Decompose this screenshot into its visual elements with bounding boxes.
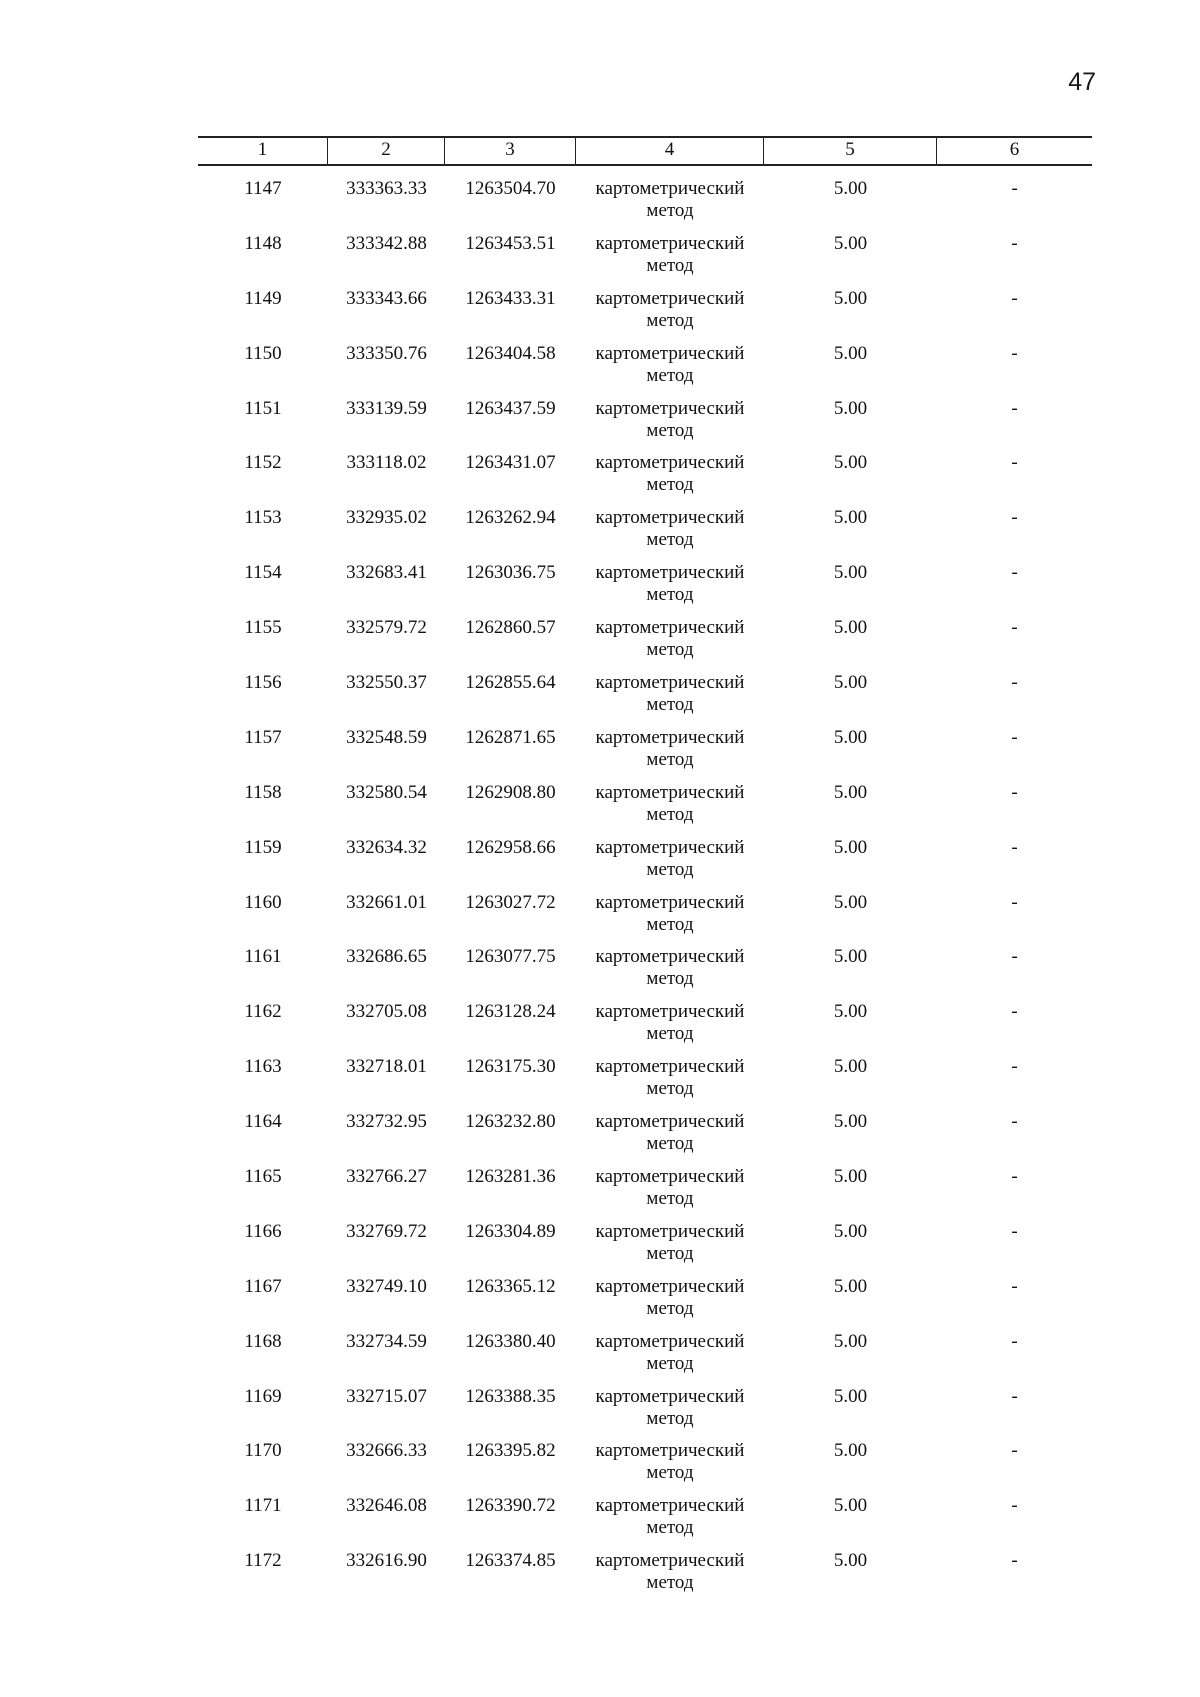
accuracy-value: 5.00 (833, 672, 868, 694)
table-row (198, 233, 1092, 288)
coordinate-x: 332766.27 (346, 1166, 427, 1188)
note-value: - (1011, 507, 1018, 529)
method-line-1: картометрический (595, 1166, 745, 1188)
note-value: - (1011, 562, 1018, 584)
table-row (198, 1276, 1092, 1331)
method-cell (576, 1276, 764, 1331)
accuracy-value: 5.00 (833, 507, 868, 529)
method-line-1: картометрический (595, 1275, 745, 1297)
point-number: 1150 (244, 342, 282, 364)
method-cell (576, 178, 764, 233)
note-value: - (1011, 232, 1018, 254)
note-value: - (1011, 1056, 1018, 1078)
coordinate-y: 1262958.66 (465, 836, 556, 858)
point-number: 1154 (244, 562, 282, 584)
coordinate-y: 1263453.51 (465, 232, 556, 254)
coordinate-x: 333350.76 (346, 342, 427, 364)
note-value: - (1011, 891, 1018, 913)
method-line-2: метод (646, 1517, 694, 1539)
coordinate-x: 332550.37 (346, 672, 427, 694)
note-value: - (1011, 397, 1018, 419)
method-line-2: метод (646, 1352, 694, 1374)
method-cell (576, 1386, 764, 1441)
method-line-1: картометрический (595, 781, 745, 803)
method-line-2: метод (646, 1462, 694, 1484)
accuracy-value: 5.00 (833, 1495, 868, 1517)
coordinate-x: 332769.72 (346, 1220, 427, 1242)
point-number: 1156 (244, 672, 282, 694)
coordinate-x: 332683.41 (346, 562, 427, 584)
coordinate-x: 333343.66 (346, 287, 427, 309)
method-cell (576, 1440, 764, 1495)
coordinate-y: 1263395.82 (465, 1440, 556, 1462)
method-line-2: метод (646, 858, 694, 880)
note-value: - (1011, 287, 1018, 309)
point-number: 1157 (244, 726, 282, 748)
table-row (198, 1495, 1092, 1550)
method-line-1: картометрический (595, 178, 745, 199)
coordinate-y: 1263388.35 (465, 1385, 556, 1407)
point-number: 1158 (244, 781, 282, 803)
method-line-2: метод (646, 748, 694, 770)
header-cell-4: 4 (576, 138, 764, 164)
method-line-1: картометрический (595, 1385, 745, 1407)
table-row (198, 562, 1092, 617)
point-number: 1172 (244, 1550, 282, 1572)
method-line-2: метод (646, 694, 694, 716)
accuracy-value: 5.00 (833, 1275, 868, 1297)
accuracy-value: 5.00 (833, 1056, 868, 1078)
method-line-1: картометрический (595, 397, 745, 419)
table-row (198, 1111, 1092, 1166)
method-line-2: метод (646, 529, 694, 551)
method-line-2: метод (646, 913, 694, 935)
note-value: - (1011, 1385, 1018, 1407)
table-row (198, 892, 1092, 947)
coordinate-x: 333342.88 (346, 232, 427, 254)
table-body (198, 178, 1092, 1605)
table-row (198, 672, 1092, 727)
method-line-1: картометрический (595, 452, 745, 474)
accuracy-value: 5.00 (833, 562, 868, 584)
accuracy-value: 5.00 (833, 1550, 868, 1572)
method-cell (576, 562, 764, 617)
method-cell (576, 782, 764, 837)
method-line-1: картометрический (595, 836, 745, 858)
point-number: 1166 (244, 1220, 282, 1242)
accuracy-value: 5.00 (833, 946, 868, 968)
method-line-1: картометрический (595, 1001, 745, 1023)
coordinate-y: 1263404.58 (465, 342, 556, 364)
method-line-2: метод (646, 584, 694, 606)
method-line-2: метод (646, 419, 694, 441)
method-cell (576, 727, 764, 782)
note-value: - (1011, 1166, 1018, 1188)
note-value: - (1011, 1330, 1018, 1352)
header-cell-6: 6 (1009, 139, 1020, 160)
coordinate-y: 1263281.36 (465, 1166, 556, 1188)
method-line-2: метод (646, 1242, 694, 1264)
table-row (198, 1386, 1092, 1441)
coordinate-y: 1263175.30 (465, 1056, 556, 1078)
accuracy-value: 5.00 (833, 1001, 868, 1023)
table-row (198, 782, 1092, 837)
point-number: 1155 (244, 617, 282, 639)
note-value: - (1011, 452, 1018, 474)
method-line-1: картометрический (595, 1056, 745, 1078)
method-line-1: картометрический (595, 1111, 745, 1133)
point-number: 1164 (244, 1111, 282, 1133)
method-cell (576, 617, 764, 672)
method-line-2: метод (646, 474, 694, 496)
note-value: - (1011, 617, 1018, 639)
accuracy-value: 5.00 (833, 1330, 868, 1352)
note-value: - (1011, 672, 1018, 694)
coordinate-y: 1263374.85 (465, 1550, 556, 1572)
coordinate-y: 1263262.94 (465, 507, 556, 529)
note-value: - (1011, 1550, 1018, 1572)
method-cell (576, 672, 764, 727)
method-line-1: картометрический (595, 726, 745, 748)
table-row (198, 1331, 1092, 1386)
accuracy-value: 5.00 (833, 617, 868, 639)
coordinate-x: 333363.33 (346, 178, 427, 199)
accuracy-value: 5.00 (833, 1220, 868, 1242)
table-row (198, 1440, 1092, 1495)
note-value: - (1011, 1495, 1018, 1517)
method-cell (576, 452, 764, 507)
point-number: 1148 (244, 232, 282, 254)
point-number: 1162 (244, 1001, 282, 1023)
coordinate-y: 1263437.59 (465, 397, 556, 419)
coordinate-y: 1262871.65 (465, 726, 556, 748)
table-row (198, 837, 1092, 892)
method-cell (576, 288, 764, 343)
accuracy-value: 5.00 (833, 287, 868, 309)
coordinate-x: 332715.07 (346, 1385, 427, 1407)
coordinate-y: 1263077.75 (465, 946, 556, 968)
table-row (198, 1221, 1092, 1276)
header-cell-1: 1 (198, 138, 328, 164)
coordinate-y: 1262855.64 (465, 672, 556, 694)
note-value: - (1011, 1275, 1018, 1297)
method-cell (576, 1056, 764, 1111)
point-number: 1168 (244, 1330, 282, 1352)
point-number: 1165 (244, 1166, 282, 1188)
point-number: 1161 (244, 946, 282, 968)
method-line-1: картометрический (595, 562, 745, 584)
point-number: 1169 (244, 1385, 282, 1407)
method-line-2: метод (646, 639, 694, 661)
method-cell (576, 946, 764, 1001)
coordinate-x: 332548.59 (346, 726, 427, 748)
method-line-2: метод (646, 1133, 694, 1155)
method-line-2: метод (646, 968, 694, 990)
table-row (198, 452, 1092, 507)
method-cell (576, 1111, 764, 1166)
coordinate-y: 1263027.72 (465, 891, 556, 913)
method-line-1: картометрический (595, 507, 745, 529)
method-cell (576, 1550, 764, 1605)
table-row (198, 1001, 1092, 1056)
point-number: 1152 (244, 452, 282, 474)
header-cell-3: 3 (445, 138, 576, 164)
method-line-1: картометрический (595, 287, 745, 309)
method-line-2: метод (646, 1188, 694, 1210)
accuracy-value: 5.00 (833, 726, 868, 748)
table-row (198, 1166, 1092, 1221)
coordinate-x: 332734.59 (346, 1330, 427, 1352)
header-cell-5: 5 (764, 138, 937, 164)
method-line-1: картометрический (595, 1495, 745, 1517)
point-number: 1167 (244, 1275, 282, 1297)
point-number: 1163 (244, 1056, 282, 1078)
accuracy-value: 5.00 (833, 1166, 868, 1188)
method-line-1: картометрический (595, 342, 745, 364)
method-line-1: картометрический (595, 232, 745, 254)
point-number: 1147 (244, 178, 282, 199)
method-line-1: картометрический (595, 946, 745, 968)
accuracy-value: 5.00 (833, 232, 868, 254)
coordinate-x: 332661.01 (346, 891, 427, 913)
method-line-2: метод (646, 1297, 694, 1319)
method-cell (576, 837, 764, 892)
table-row (198, 617, 1092, 672)
method-line-2: метод (646, 200, 694, 221)
note-value: - (1011, 726, 1018, 748)
header-cell-2: 2 (328, 138, 445, 164)
coordinate-x: 333118.02 (346, 452, 427, 474)
coordinate-y: 1262908.80 (465, 781, 556, 803)
coordinate-x: 332749.10 (346, 1275, 427, 1297)
note-value: - (1011, 1001, 1018, 1023)
coordinate-y: 1263504.70 (465, 178, 556, 199)
point-number: 1149 (244, 287, 282, 309)
coordinate-y: 1263365.12 (465, 1275, 556, 1297)
method-cell (576, 1001, 764, 1056)
coordinate-x: 332646.08 (346, 1495, 427, 1517)
coordinates-table (198, 136, 1092, 1605)
accuracy-value: 5.00 (833, 397, 868, 419)
note-value: - (1011, 1220, 1018, 1242)
note-value: - (1011, 946, 1018, 968)
table-row (198, 1056, 1092, 1111)
table-header (198, 136, 1092, 166)
method-line-1: картометрический (595, 1440, 745, 1462)
point-number: 1160 (244, 891, 282, 913)
method-cell (576, 233, 764, 288)
accuracy-value: 5.00 (833, 891, 868, 913)
coordinate-y: 1263036.75 (465, 562, 556, 584)
method-line-2: метод (646, 309, 694, 331)
method-line-2: метод (646, 1023, 694, 1045)
method-line-1: картометрический (595, 1330, 745, 1352)
table-row (198, 946, 1092, 1001)
accuracy-value: 5.00 (833, 781, 868, 803)
note-value: - (1011, 781, 1018, 803)
point-number: 1153 (244, 507, 282, 529)
method-line-1: картометрический (595, 891, 745, 913)
method-line-1: картометрический (595, 1220, 745, 1242)
method-cell (576, 892, 764, 947)
method-line-1: картометрический (595, 1550, 745, 1572)
note-value: - (1011, 342, 1018, 364)
table-row (198, 398, 1092, 453)
table-row (198, 343, 1092, 398)
coordinate-x: 332666.33 (346, 1440, 427, 1462)
note-value: - (1011, 1111, 1018, 1133)
coordinate-y: 1263433.31 (465, 287, 556, 309)
method-cell (576, 1166, 764, 1221)
method-cell (576, 507, 764, 562)
table-row (198, 1550, 1092, 1605)
table-row (198, 727, 1092, 782)
coordinate-x: 332718.01 (346, 1056, 427, 1078)
point-number: 1170 (244, 1440, 282, 1462)
method-line-2: метод (646, 1078, 694, 1100)
method-line-2: метод (646, 1572, 694, 1594)
coordinate-x: 332579.72 (346, 617, 427, 639)
note-value: - (1011, 836, 1018, 858)
point-number: 1151 (244, 397, 282, 419)
method-line-2: метод (646, 254, 694, 276)
coordinate-x: 332634.32 (346, 836, 427, 858)
method-line-2: метод (646, 364, 694, 386)
coordinate-y: 1263431.07 (465, 452, 556, 474)
method-cell (576, 1495, 764, 1550)
accuracy-value: 5.00 (833, 342, 868, 364)
method-line-2: метод (646, 803, 694, 825)
method-cell (576, 1221, 764, 1276)
table-row (198, 288, 1092, 343)
point-number: 1159 (244, 836, 282, 858)
coordinate-y: 1263380.40 (465, 1330, 556, 1352)
coordinate-x: 332616.90 (346, 1550, 427, 1572)
coordinate-x: 332580.54 (346, 781, 427, 803)
coordinate-x: 332935.02 (346, 507, 427, 529)
method-cell (576, 343, 764, 398)
accuracy-value: 5.00 (833, 178, 868, 199)
coordinate-x: 333139.59 (346, 397, 427, 419)
accuracy-value: 5.00 (833, 836, 868, 858)
page-number: 47 (1068, 68, 1096, 96)
method-line-1: картометрический (595, 672, 745, 694)
coordinate-x: 332686.65 (346, 946, 427, 968)
accuracy-value: 5.00 (833, 452, 868, 474)
method-cell (576, 398, 764, 453)
note-value: - (1011, 1440, 1018, 1462)
table-row (198, 178, 1092, 233)
note-value: - (1011, 178, 1018, 199)
coordinate-y: 1263128.24 (465, 1001, 556, 1023)
coordinate-y: 1263232.80 (465, 1111, 556, 1133)
coordinate-x: 332732.95 (346, 1111, 427, 1133)
table-row (198, 507, 1092, 562)
coordinate-y: 1263390.72 (465, 1495, 556, 1517)
method-line-1: картометрический (595, 617, 745, 639)
coordinate-y: 1263304.89 (465, 1220, 556, 1242)
coordinate-x: 332705.08 (346, 1001, 427, 1023)
method-line-2: метод (646, 1407, 694, 1429)
coordinate-y: 1262860.57 (465, 617, 556, 639)
method-cell (576, 1331, 764, 1386)
accuracy-value: 5.00 (833, 1111, 868, 1133)
point-number: 1171 (244, 1495, 282, 1517)
accuracy-value: 5.00 (833, 1440, 868, 1462)
accuracy-value: 5.00 (833, 1385, 868, 1407)
